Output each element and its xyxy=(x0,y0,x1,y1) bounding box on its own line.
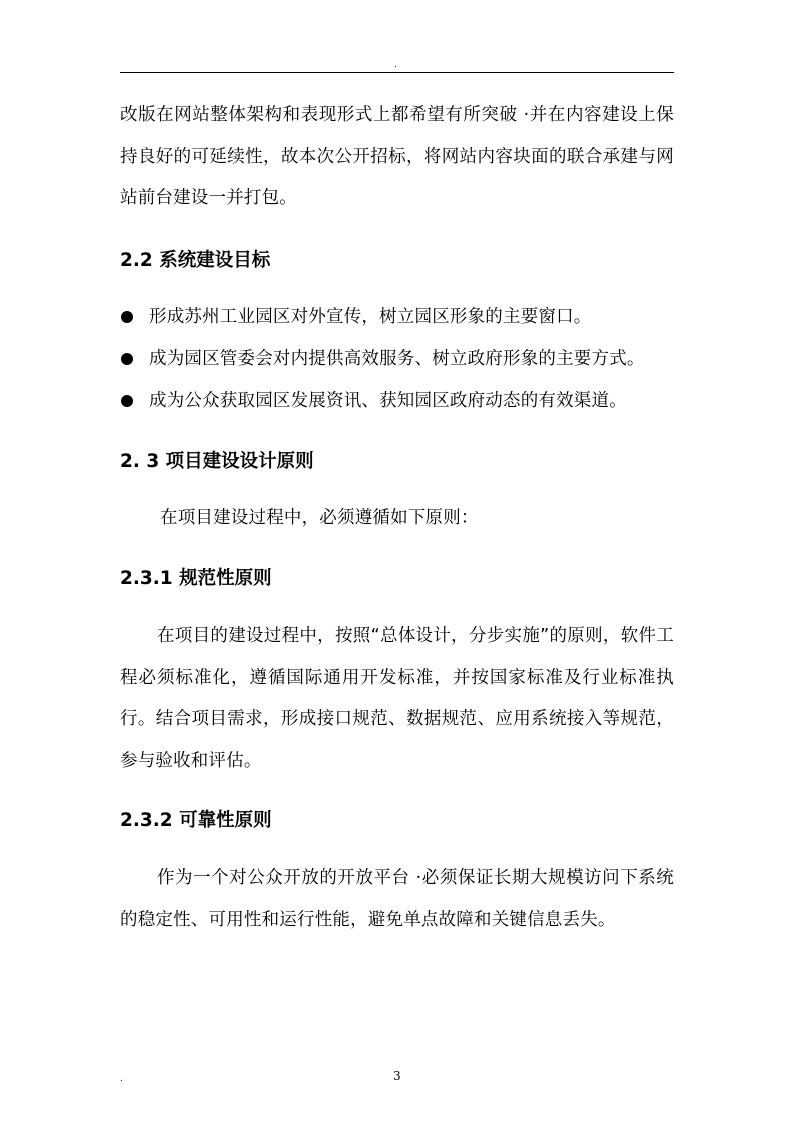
list-item xyxy=(120,338,680,380)
goals-list xyxy=(120,296,680,422)
section-2-2-heading: 2.2 系统建设目标 xyxy=(120,250,271,271)
section-2-3-1-body: 在项目的建设过程中，按照“总体设计，分步实施”的原则，软件工程必须标准化，遵循国际通用开发标准，并按国家标准及行业标准执行。结合项目需求，形成接口规范、数据规范、应用系统接入等规范，参与验收和评估。 xyxy=(120,626,674,771)
section-2-3-1-heading: 2.3.1 规范性原则 xyxy=(120,568,272,589)
section-2-3-intro: 在项目建设过程中，必须遵循如下原则： xyxy=(160,508,479,528)
intro-paragraph: 改版在网站整体架构和表现形式上都希望有所突破 ·并在内容建设上保持良好的可延续性，故本次公开招标，将网站内容块面的联合承建与网站前台建设一并打包。 xyxy=(120,105,674,208)
header-rule xyxy=(120,72,674,73)
footer-mark: . xyxy=(120,1074,123,1084)
bullet-icon xyxy=(121,395,133,407)
list-item-text: 成为公众获取园区发展资讯、获知园区政府动态的有效渠道。 xyxy=(149,391,627,411)
section-2-3-2-body: 作为一个对公众开放的开放平台 ·必须保证长期大规模访问下系统的稳定性、可用性和运行性能，避免单点故障和关键信息丢失。 xyxy=(120,868,674,930)
list-item-text: 形成苏州工业园区对外宣传，树立园区形象的主要窗口。 xyxy=(149,307,592,327)
page-number: 3 xyxy=(393,1069,401,1083)
header-mark: . xyxy=(394,60,397,70)
section-2-3-2-heading: 2.3.2 可靠性原则 xyxy=(120,810,272,831)
bullet-icon xyxy=(121,353,133,365)
list-item xyxy=(120,380,680,422)
list-item-text: 成为园区管委会对内提供高效服务、树立政府形象的主要方式。 xyxy=(149,349,645,369)
section-2-3-heading: 2. 3 项目建设设计原则 xyxy=(120,451,314,472)
list-item xyxy=(120,296,680,338)
bullet-icon xyxy=(121,311,133,323)
